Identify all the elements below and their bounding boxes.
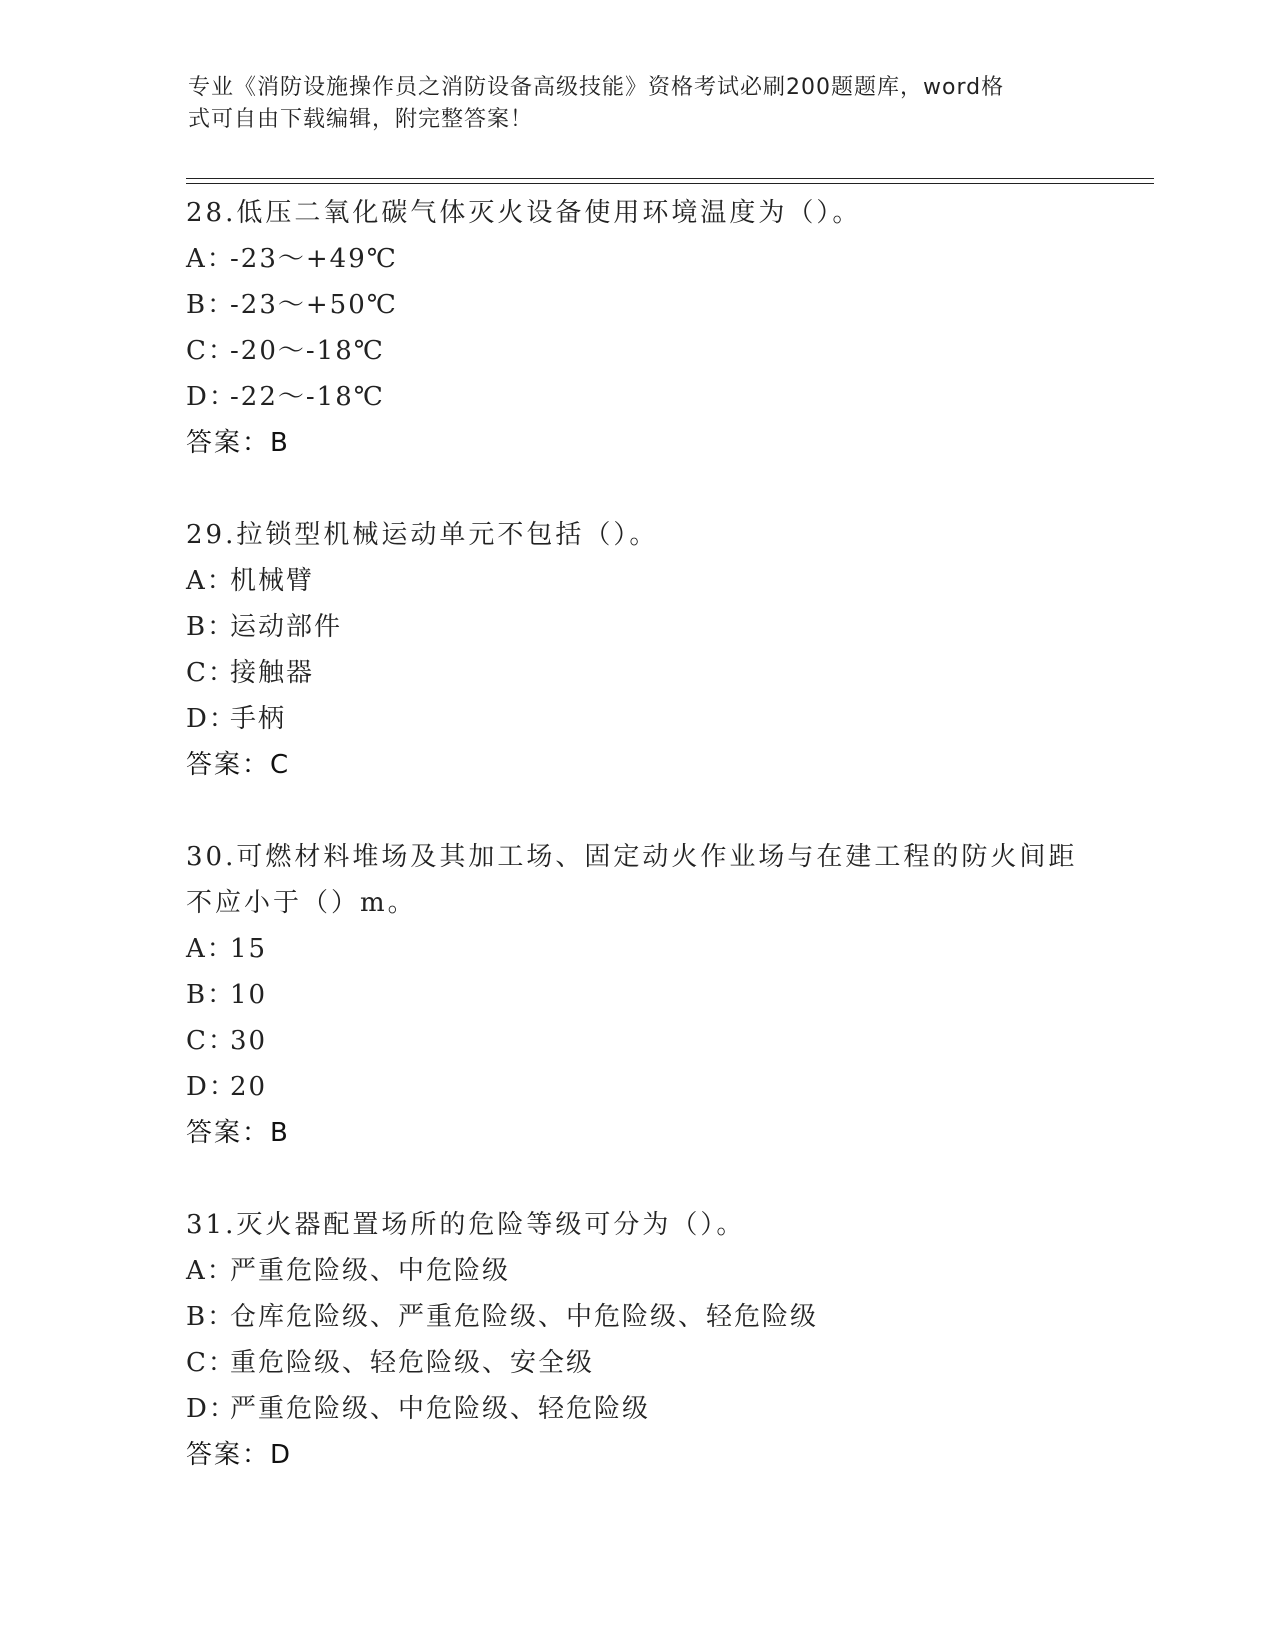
option-a: [186, 236, 1086, 282]
question-29: [186, 512, 1086, 788]
header-line-1: 专业《消防设施操作员之消防设备高级技能》资格考试必刷200题题库，word格: [188, 75, 1005, 100]
option-text: -23～+49℃: [230, 244, 398, 274]
document-header: [188, 72, 1068, 136]
question-stem: 28.低压二氧化碳气体灭火设备使用环境温度为（）。: [186, 198, 862, 228]
option-key: C：: [186, 1026, 236, 1056]
option-d: [186, 696, 1086, 742]
option-text: 15: [230, 934, 268, 964]
option-b: [186, 972, 1086, 1018]
option-text: -22～-18℃: [230, 382, 385, 412]
option-key: A：: [186, 1256, 235, 1286]
option-key: B：: [186, 290, 236, 320]
option-c: [186, 328, 1086, 374]
option-a: [186, 1248, 1086, 1294]
option-key: D：: [186, 1072, 237, 1102]
option-key: D：: [186, 382, 237, 412]
option-c: [186, 1018, 1086, 1064]
option-text: 严重危险级、中危险级: [230, 1256, 511, 1286]
option-key: A：: [186, 244, 235, 274]
option-text: -20～-18℃: [230, 336, 385, 366]
answer-label: 答案：B: [186, 428, 290, 458]
option-text: 30: [230, 1026, 268, 1056]
option-key: A：: [186, 566, 235, 596]
option-key: C：: [186, 1348, 236, 1378]
option-text: -23～+50℃: [230, 290, 398, 320]
option-key: D：: [186, 1394, 237, 1424]
option-key: C：: [186, 336, 236, 366]
option-text: 运动部件: [230, 612, 343, 642]
option-a: [186, 926, 1086, 972]
answer-label: 答案：C: [186, 750, 291, 780]
question-28: [186, 190, 1086, 466]
option-key: B：: [186, 1302, 236, 1332]
option-text: 严重危险级、中危险级、轻危险级: [230, 1394, 651, 1424]
option-d: [186, 1064, 1086, 1110]
option-text: 手柄: [230, 704, 287, 734]
option-b: [186, 604, 1086, 650]
question-31: [186, 1202, 1086, 1478]
question-stem: 29.拉锁型机械运动单元不包括（）。: [186, 520, 659, 550]
option-c: [186, 650, 1086, 696]
option-c: [186, 1340, 1086, 1386]
option-key: A：: [186, 934, 235, 964]
option-text: 接触器: [230, 658, 315, 688]
option-key: D：: [186, 704, 237, 734]
option-text: 20: [230, 1072, 268, 1102]
option-text: 机械臂: [230, 566, 315, 596]
question-30: [186, 834, 1086, 1156]
option-b: [186, 282, 1086, 328]
option-a: [186, 558, 1086, 604]
option-text: 仓库危险级、严重危险级、中危险级、轻危险级: [230, 1302, 819, 1332]
header-divider-top: [186, 178, 1154, 179]
question-list: [186, 190, 1086, 1524]
answer-label: 答案：D: [186, 1440, 293, 1470]
option-text: 10: [230, 980, 268, 1010]
header-line-2: 式可自由下载编辑，附完整答案！: [188, 107, 534, 132]
option-key: C：: [186, 658, 236, 688]
option-key: B：: [186, 980, 236, 1010]
option-b: [186, 1294, 1086, 1340]
option-key: B：: [186, 612, 236, 642]
option-d: [186, 1386, 1086, 1432]
option-text: 重危险级、轻危险级、安全级: [230, 1348, 595, 1378]
question-stem: 31.灭火器配置场所的危险等级可分为（）。: [186, 1210, 746, 1240]
option-d: [186, 374, 1086, 420]
question-stem: 30.可燃材料堆场及其加工场、固定动火作业场与在建工程的防火间距不应小于（）m。: [186, 842, 1078, 918]
header-divider-bottom: [186, 183, 1154, 184]
answer-label: 答案：B: [186, 1118, 290, 1148]
